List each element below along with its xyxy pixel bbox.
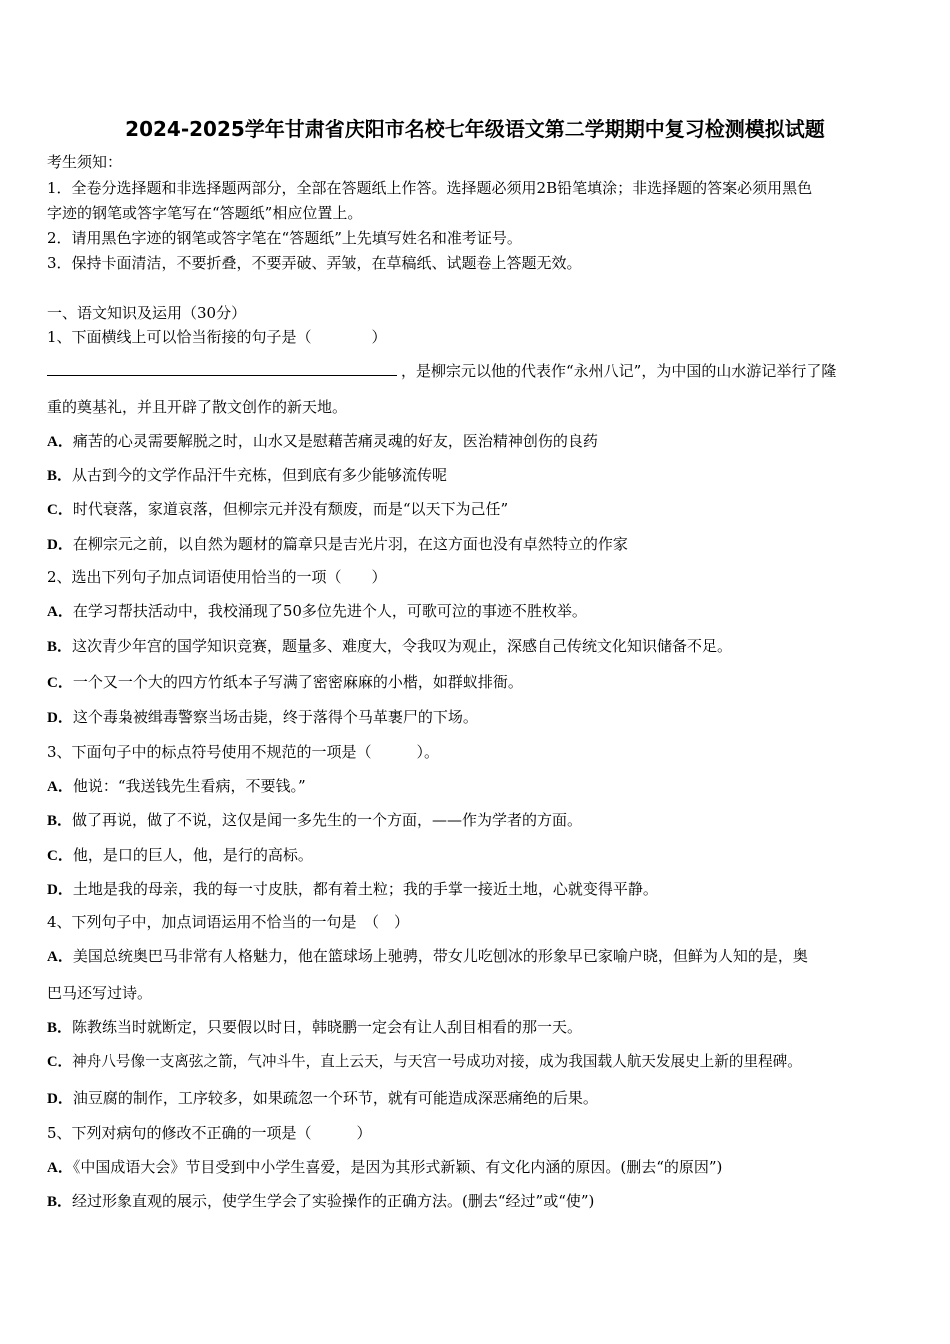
option-label: B． — [47, 468, 73, 484]
option-label: A． — [47, 604, 73, 620]
option-text: 巴马还写过诗。 — [47, 984, 153, 1002]
option-text: 陈教练当时就断定，只要假以时日，韩晓鹏一定会有让人刮目相看的那一天。 — [72, 1018, 583, 1036]
option-label: B． — [47, 813, 73, 829]
option — [47, 707, 478, 728]
option-label: A． — [47, 1160, 73, 1176]
option-text: 经过形象直观的展示，使学生学会了实验操作的正确方法。(删去“经过”或“使”) — [72, 1192, 595, 1210]
notice-line: 3．保持卡面清洁，不要折叠，不要弄破、弄皱，在草稿纸、试题卷上答题无效。 — [47, 254, 582, 272]
option — [47, 1017, 582, 1038]
option-text: 他，是口的巨人，他，是行的高标。 — [72, 846, 313, 864]
option-label: C． — [47, 675, 73, 691]
option — [47, 776, 306, 797]
option — [47, 534, 628, 555]
option-continuation — [47, 983, 152, 1003]
option — [47, 499, 508, 520]
option-label: C． — [47, 1054, 73, 1070]
option-label: B． — [47, 639, 73, 655]
question-stem: 3、下面句子中的标点符号使用不规范的一项是（ ）。 — [47, 743, 440, 761]
option-label: A． — [47, 434, 73, 450]
option-text: 油豆腐的制作，工序较多，如果疏忽一个环节，就有可能造成深恶痛绝的后果。 — [72, 1089, 598, 1107]
question-text — [47, 361, 836, 381]
question-text-line: 重的奠基礼，并且开辟了散文创作的新天地。 — [47, 398, 348, 416]
option-text: 这次青少年宫的国学知识竞赛，题量多、难度大，令我叹为观止，深感自己传统文化知识储备不足。 — [72, 637, 733, 655]
option-text: 时代衰落，家道哀落，但柳宗元并没有颓废，而是“以天下为己任” — [72, 500, 509, 518]
option-label: A． — [47, 779, 73, 795]
notice-heading: 考生须知： — [47, 153, 123, 171]
question-stem: 4、下列句子中，加点词语运用不恰当的一句是 （ ） — [47, 913, 410, 931]
option-label: D． — [47, 1091, 73, 1107]
option-text: 痛苦的心灵需要解脱之时，山水又是慰藉苦痛灵魂的好友，医治精神创伤的良药 — [72, 432, 598, 450]
option — [47, 810, 582, 831]
notice-line: 2．请用黑色字迹的钢笔或答字笔在“答题纸”上先填写姓名和准考证号。 — [47, 229, 522, 247]
option-text: 神舟八号像一支离弦之箭，气冲斗牛，直上云天，与天宫一号成功对接，成为我国载人航天发展史上新的里程碑。 — [72, 1053, 802, 1070]
option-text: 一个又一个大的四方竹纸本子写满了密密麻麻的小楷，如群蚁排衙。 — [72, 673, 523, 691]
question-stem: 5、下列对病句的修改不正确的一项是（ ） — [47, 1124, 372, 1142]
question-stem: 1、下面横线上可以恰当衔接的句子是（ ） — [47, 328, 387, 346]
option-label: D． — [47, 882, 73, 898]
option-text: 从古到今的文学作品汗牛充栋，但到底有多少能够流传呢 — [72, 466, 448, 484]
option — [47, 879, 658, 900]
option-label: B． — [47, 1194, 73, 1210]
option — [47, 1052, 802, 1072]
option — [47, 601, 587, 622]
option — [47, 1157, 722, 1178]
option-text: 在柳宗元之前，以自然为题材的篇章只是吉光片羽，在这方面也没有卓然特立的作家 — [72, 535, 628, 553]
option-label: C． — [47, 502, 73, 518]
option-text: 美国总统奥巴马非常有人格魅力，他在篮球场上驰骋，带女儿吃刨冰的形象早已家喻户晓，但鲜为人知的是，奥 — [72, 947, 808, 965]
option-label: A． — [47, 949, 73, 965]
answer-blank — [47, 361, 397, 376]
page-title: 2024-2025学年甘肃省庆阳市名校七年级语文第二学期期中复习检测模拟试题 — [125, 117, 825, 141]
option-text: 他说：“我送钱先生看病，不要钱。” — [72, 777, 306, 795]
option-text: 《中国成语大会》节目受到中小学生喜爱，是因为其形式新颖、有文化内涵的原因。(删去“的原因”) — [72, 1158, 723, 1176]
question-stem: 2、选出下列句子加点词语使用恰当的一项（ ） — [47, 568, 387, 586]
option-label: B． — [47, 1020, 73, 1036]
option-label: C． — [47, 848, 73, 864]
option — [47, 431, 598, 452]
notice-line: 字迹的钢笔或答字笔写在“答题纸”相应位置上。 — [47, 204, 363, 222]
option — [47, 946, 808, 967]
option-text: 做了再说，做了不说，这仅是闻一多先生的一个方面，——作为学者的方面。 — [72, 811, 583, 829]
option — [47, 1191, 594, 1212]
option-text: 在学习帮扶活动中，我校涌现了50多位先进个人，可歌可泣的事迹不胜枚举。 — [72, 602, 587, 620]
option — [47, 672, 523, 693]
option — [47, 1088, 598, 1109]
option — [47, 636, 732, 657]
option-text: 土地是我的母亲，我的每一寸皮肤，都有着土粒；我的手掌一接近土地，心就变得平静。 — [72, 880, 658, 898]
option-text: 这个毒枭被缉毒警察当场击毙，终于落得个马革裹尸的下场。 — [72, 708, 478, 726]
notice-line: 1．全卷分选择题和非选择题两部分，全部在答题纸上作答。选择题必须用2B铅笔填涂；非选择题的答案必须用黑色 — [47, 179, 813, 197]
section-heading: 一、语文知识及运用（30分） — [47, 304, 247, 322]
option-label: D． — [47, 710, 73, 726]
option — [47, 845, 313, 866]
option — [47, 465, 447, 486]
question-text-line: ，是柳宗元以他的代表作“永州八记”，为中国的山水游记举行了隆 — [401, 362, 837, 380]
option-label: D． — [47, 537, 73, 553]
